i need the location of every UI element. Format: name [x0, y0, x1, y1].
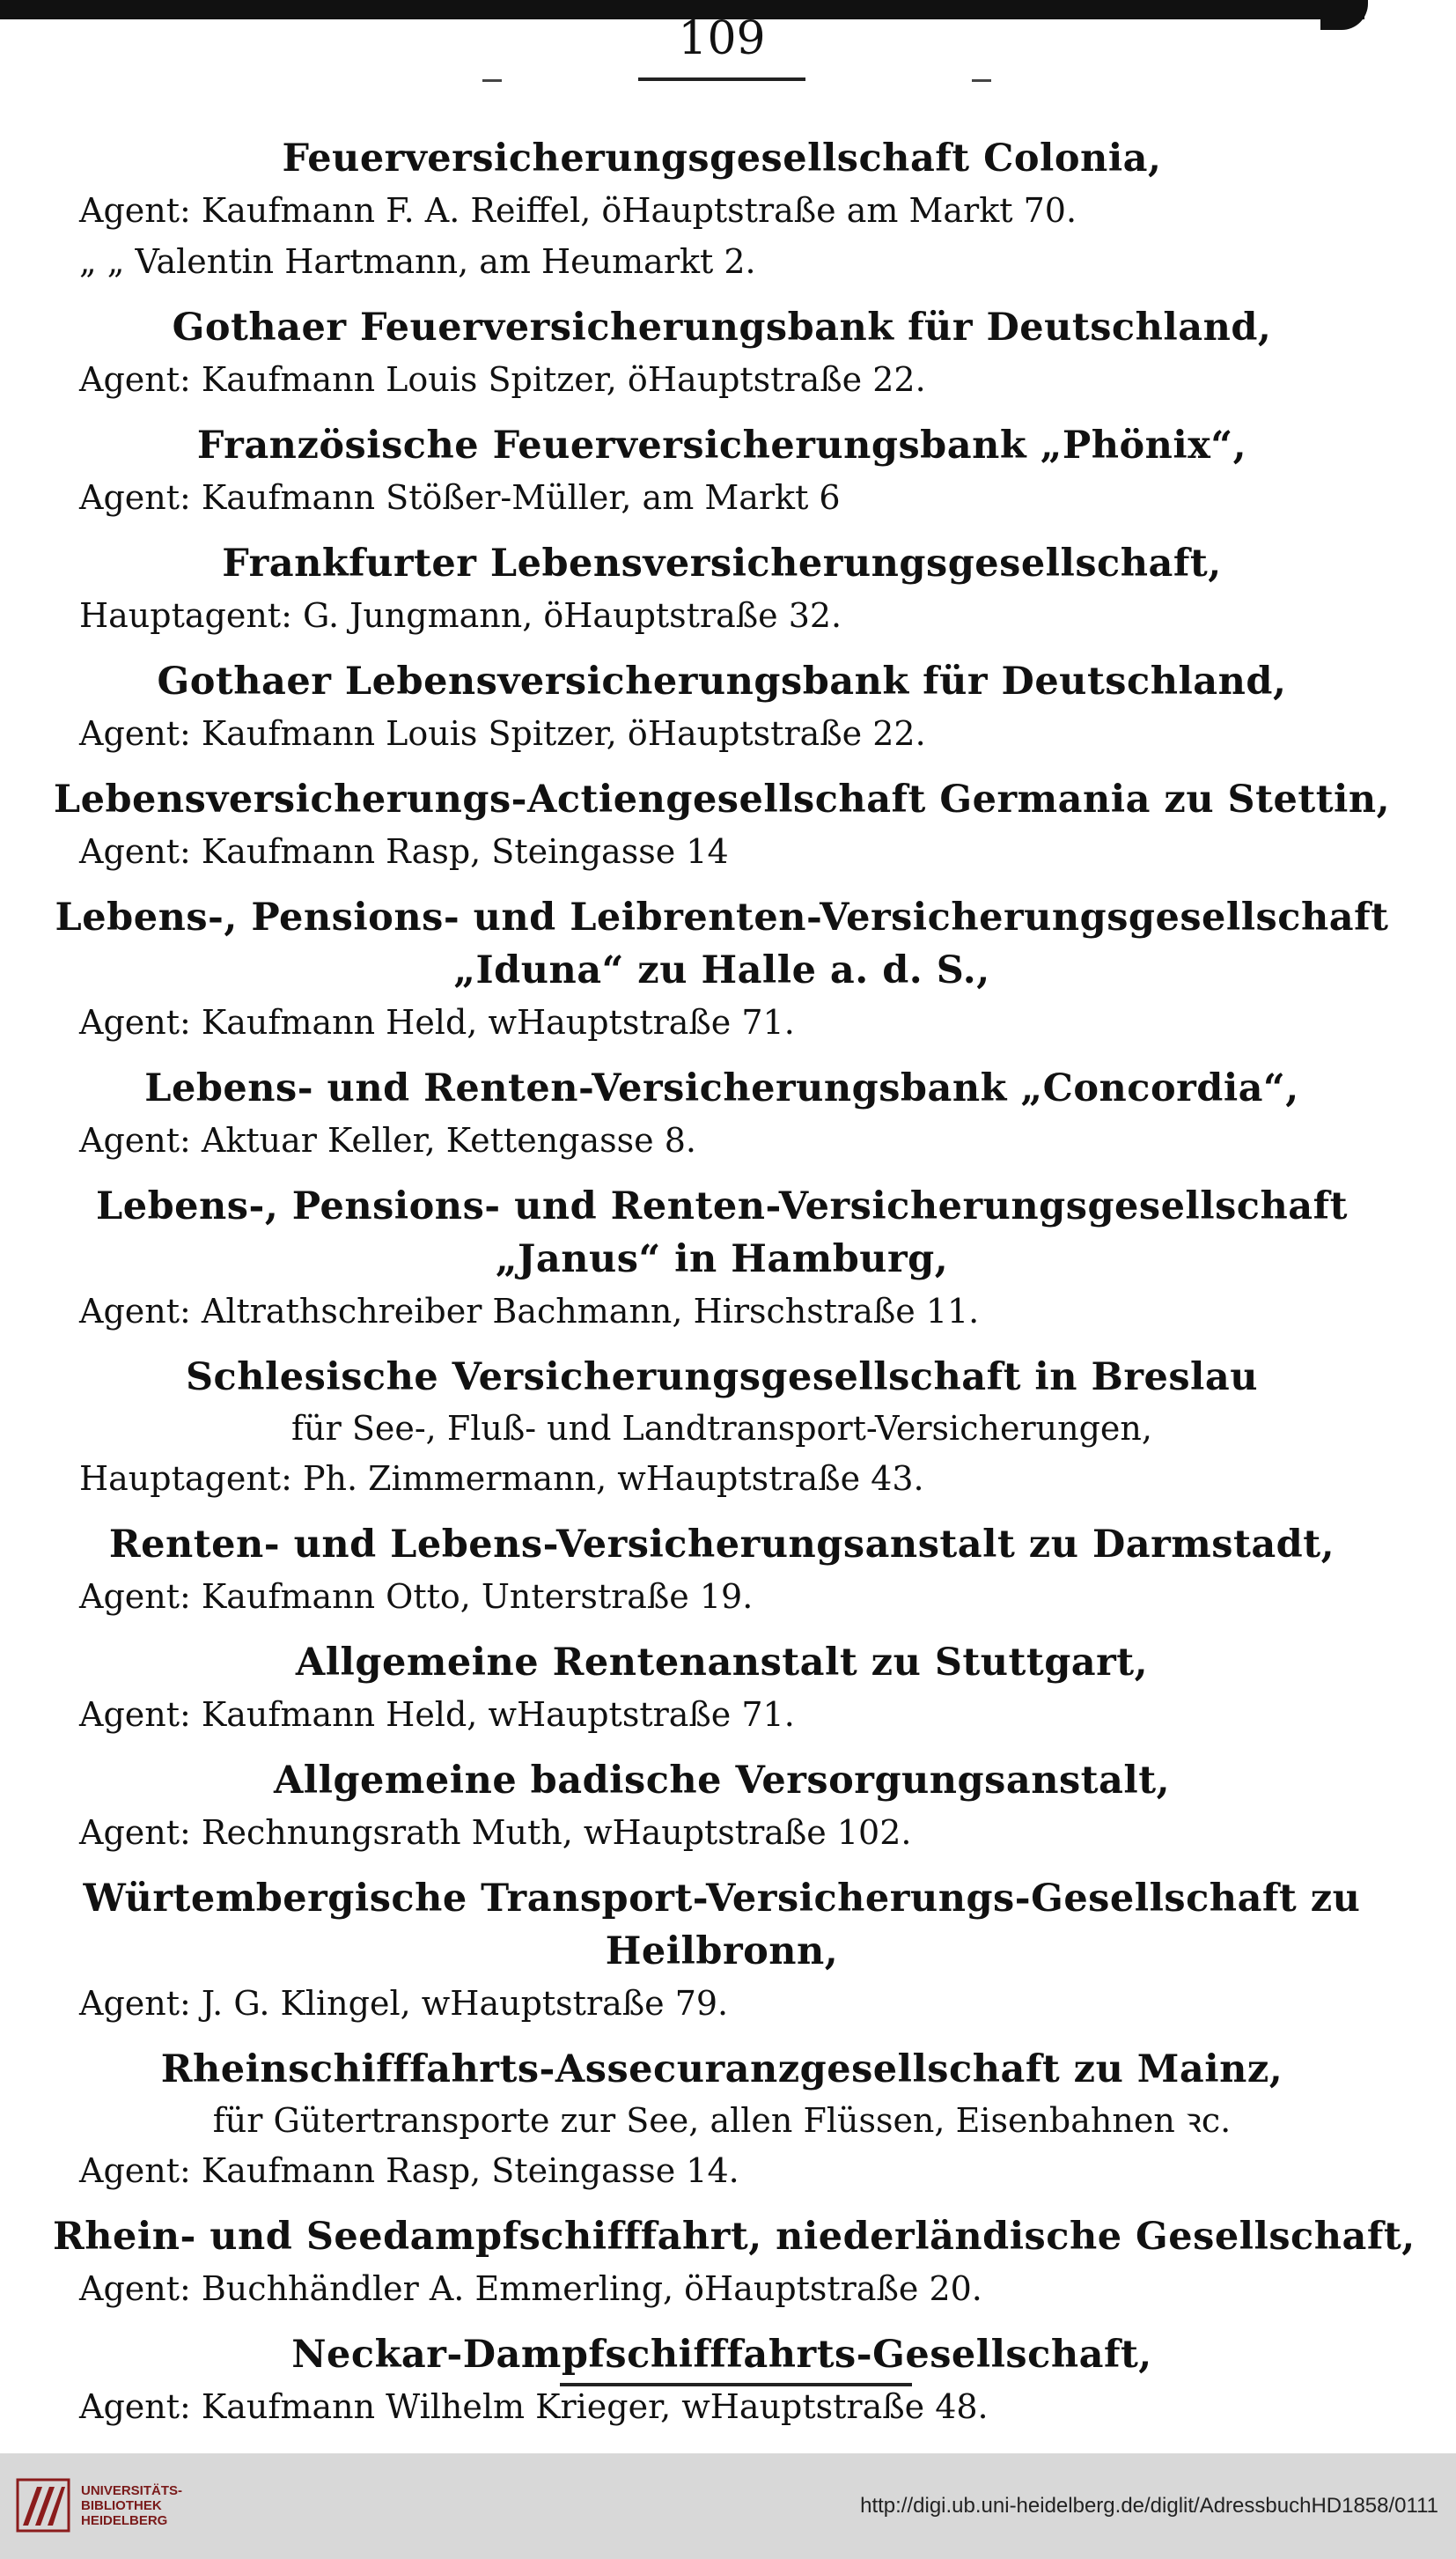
- insurance-entry: [53, 132, 1391, 287]
- entry-agent-line: Agent: Kaufmann Wilhelm Krieger, wHauptstraße 48.: [79, 2387, 989, 2426]
- header-rule: [638, 77, 805, 81]
- entry-title-continued: Heilbronn,: [605, 1929, 839, 1973]
- insurance-entry: [53, 301, 1391, 405]
- entry-agent-line: Agent: Kaufmann Held, wHauptstraße 71.: [79, 1003, 795, 1042]
- insurance-entry: [53, 419, 1391, 523]
- insurance-entry: [53, 655, 1391, 759]
- insurance-entry: [53, 1351, 1391, 1504]
- entry-title: Lebensversicherungs-Actiengesellschaft Germania zu Stettin,: [53, 778, 1391, 822]
- entry-note: für Gütertransporte zur See, allen Flüssen, Eisenbahnen ꝛc.: [212, 2101, 1232, 2140]
- page-number: 109: [678, 12, 766, 65]
- entry-note: für See-, Fluß- und Landtransport-Versicherungen,: [291, 1409, 1152, 1448]
- entry-agent-line: Agent: Kaufmann Louis Spitzer, öHauptstraße 22.: [79, 714, 926, 753]
- entry-agent-line: Agent: Kaufmann Stößer-Müller, am Markt 6: [79, 478, 841, 517]
- insurance-entry: [53, 891, 1391, 1048]
- insurance-entry: [53, 2043, 1391, 2196]
- insurance-entry: [53, 2328, 1391, 2432]
- entry-title: Renten- und Lebens-Versicherungsanstalt zu Darmstadt,: [108, 1523, 1335, 1567]
- entry-title: Neckar-Dampfschifffahrts-Gesellschaft,: [291, 2333, 1152, 2377]
- insurance-entry: [53, 1180, 1391, 1337]
- bottom-rule: [560, 2383, 912, 2386]
- entry-title: Gothaer Feuerversicherungsbank für Deutschland,: [172, 306, 1272, 350]
- library-name: [81, 2483, 182, 2528]
- entry-title: Französische Feuerversicherungsbank „Phönix“,: [196, 424, 1247, 468]
- insurance-entry: [53, 1872, 1391, 2029]
- insurance-entry: [53, 1518, 1391, 1622]
- header-dash-left: [482, 79, 502, 82]
- entry-agent-line: Agent: Kaufmann F. A. Reiffel, öHauptstraße am Markt 70.: [79, 191, 1077, 230]
- footer-bar: [0, 2453, 1456, 2559]
- entry-agent-line: Agent: Altrathschreiber Bachmann, Hirschstraße 11.: [79, 1292, 980, 1331]
- entry-agent-line: Agent: Kaufmann Rasp, Steingasse 14.: [79, 2151, 739, 2190]
- entry-title-continued: „Janus“ in Hamburg,: [495, 1237, 949, 1281]
- library-name-line1: UNIVERSITÄTS-: [81, 2483, 183, 2498]
- university-library-logo-icon[interactable]: [16, 2478, 70, 2533]
- library-name-line2: BIBLIOTHEK: [81, 2498, 162, 2513]
- insurance-entry: [53, 773, 1391, 877]
- entry-agent-line: „ „ Valentin Hartmann, am Heumarkt 2.: [79, 242, 756, 281]
- entry-title: Allgemeine Rentenanstalt zu Stuttgart,: [295, 1641, 1149, 1685]
- insurance-entry: [53, 2210, 1416, 2314]
- entry-title-continued: „Iduna“ zu Halle a. d. S.,: [453, 948, 990, 992]
- entry-agent-line: Agent: J. G. Klingel, wHauptstraße 79.: [79, 1984, 729, 2023]
- entry-title: Schlesische Versicherungsgesellschaft in Breslau: [185, 1355, 1259, 1399]
- entry-agent-line: Agent: Kaufmann Rasp, Steingasse 14: [79, 832, 729, 871]
- entry-agent-line: Agent: Buchhändler A. Emmerling, öHauptstraße 20.: [79, 2269, 982, 2308]
- entry-title: Lebens-, Pensions- und Renten-Versicherungsgesellschaft: [96, 1184, 1348, 1228]
- entry-title: Rhein- und Seedampfschifffahrt, niederländische Gesellschaft,: [53, 2215, 1416, 2259]
- insurance-entry: [53, 1062, 1391, 1166]
- entry-agent-line: Agent: Kaufmann Otto, Unterstraße 19.: [79, 1577, 754, 1616]
- entry-title: Lebens-, Pensions- und Leibrenten-Versicherungsgesellschaft: [55, 896, 1389, 940]
- entry-agent-line: Agent: Kaufmann Louis Spitzer, öHauptstraße 22.: [79, 360, 926, 399]
- source-url-link[interactable]: http://digi.ub.uni-heidelberg.de/diglit/AdressbuchHD1858/0111: [860, 2494, 1438, 2518]
- entry-agent-line: Agent: Aktuar Keller, Kettengasse 8.: [79, 1121, 696, 1160]
- insurance-entry: [53, 1754, 1391, 1858]
- entry-agent-line: Agent: Kaufmann Held, wHauptstraße 71.: [79, 1695, 795, 1734]
- insurance-entries-list: [53, 132, 1416, 2446]
- entry-title: Würtembergische Transport-Versicherungs-Gesellschaft zu: [83, 1877, 1361, 1921]
- entry-agent-line: Hauptagent: Ph. Zimmermann, wHauptstraße 43.: [79, 1459, 924, 1498]
- insurance-entry: [53, 537, 1391, 641]
- entry-agent-line: Agent: Rechnungsrath Muth, wHauptstraße 102.: [79, 1813, 912, 1852]
- entry-agent-line: Hauptagent: G. Jungmann, öHauptstraße 32.: [79, 596, 842, 635]
- header-dash-right: [972, 79, 991, 82]
- entry-title: Rheinschifffahrts-Assecuranzgesellschaft zu Mainz,: [160, 2047, 1283, 2091]
- insurance-entry: [53, 1636, 1391, 1740]
- entry-title: Lebens- und Renten-Versicherungsbank „Concordia“,: [144, 1066, 1299, 1110]
- library-name-line3: HEIDELBERG: [81, 2513, 168, 2528]
- entry-title: Gothaer Lebensversicherungsbank für Deutschland,: [157, 660, 1287, 704]
- entry-title: Feuerversicherungsgesellschaft Colonia,: [282, 136, 1162, 181]
- entry-title: Frankfurter Lebensversicherungsgesellschaft,: [222, 542, 1222, 586]
- entry-title: Allgemeine badische Versorgungsanstalt,: [273, 1759, 1171, 1803]
- scan-top-edge-tail: [1320, 0, 1368, 30]
